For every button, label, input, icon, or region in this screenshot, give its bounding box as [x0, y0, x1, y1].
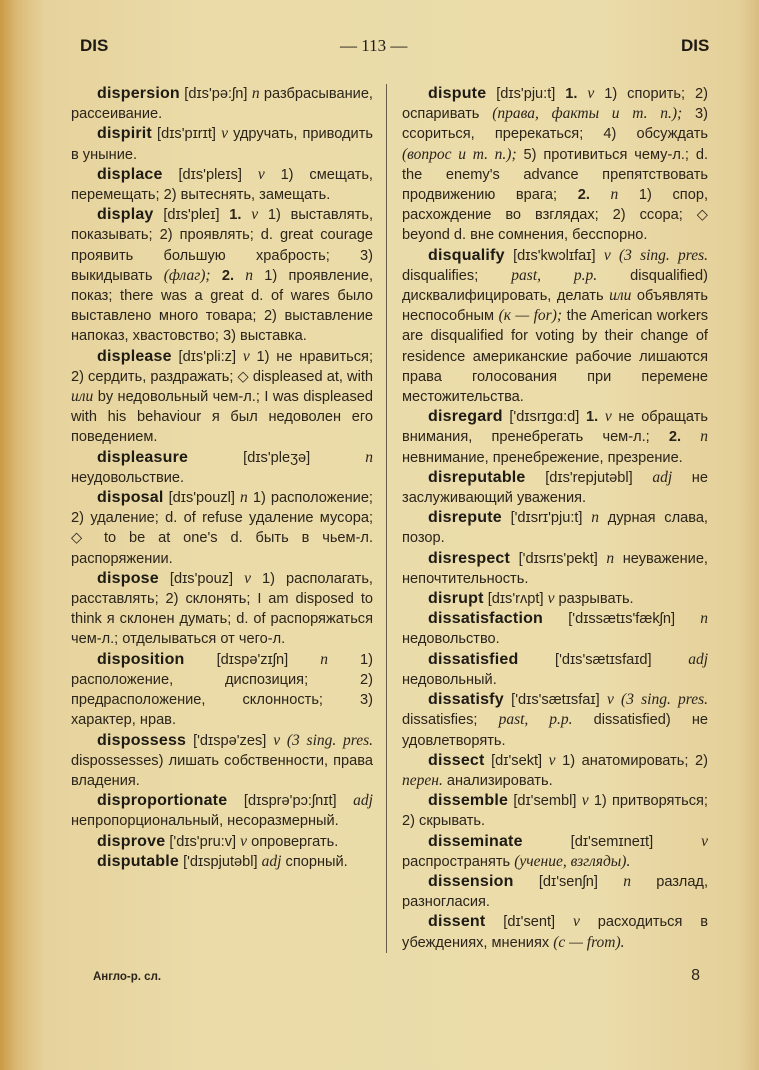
italic-label: (учение, взгляды).	[514, 852, 631, 870]
definition-text: ['dɪs'pru:v]	[169, 833, 241, 850]
italic-label: v	[251, 206, 259, 224]
definition-text: дурная слава, позор.	[402, 510, 708, 547]
definition-text: ['dɪspə'zes]	[193, 732, 274, 749]
definition-text: не заслуживающий уважения.	[402, 469, 708, 507]
definition-text: [dɪ'sembl]	[513, 793, 582, 810]
italic-label: n	[610, 186, 619, 204]
italic-label: или	[609, 287, 632, 305]
sense-number: 2.	[221, 267, 246, 284]
italic-label: past, p.p.	[498, 711, 573, 729]
dictionary-entry	[402, 549, 708, 589]
dictionary-entry	[71, 124, 373, 164]
italic-label: (к — for);	[498, 307, 563, 325]
running-head-right: DIS	[681, 36, 710, 55]
definition-text: ['dɪspjutəbl]	[183, 853, 262, 870]
definition-text: [dɪs'pleɪs]	[178, 166, 258, 183]
definition-text: 1) выставлять, показывать; 2) проявлять; d. great courage проявить большую храбрость; 3) выкидывать	[71, 207, 373, 284]
headword: dispirit	[97, 125, 152, 143]
definition-text: опровергать.	[247, 833, 339, 850]
definition-text: 3) ссориться, пререкаться; 4) обсуждать	[402, 106, 708, 143]
definition-text: the American workers are disqualified for voting by their change of residence американские рабочие лишаются права голосования при перемене местожительства.	[402, 308, 708, 406]
definition-text: [dɪs'repjutəbl]	[545, 469, 653, 486]
definition-text: [dɪs'pə:ʃn]	[184, 86, 252, 102]
definition-text: ['dɪs'sætɪsfaɪd]	[555, 651, 689, 668]
dictionary-entry	[402, 246, 708, 408]
dictionary-entry	[402, 407, 708, 468]
dictionary-entry	[402, 84, 708, 246]
italic-label: v	[240, 832, 248, 850]
italic-label: n	[240, 489, 248, 507]
definition-text: [dɪs'pju:t]	[496, 86, 566, 102]
definition-text: ['dɪssætɪs'fækʃn]	[568, 611, 701, 628]
headword: displease	[97, 347, 172, 365]
italic-label: v	[221, 125, 228, 143]
dictionary-entry	[71, 488, 373, 569]
italic-label: n	[365, 448, 373, 466]
definition-text: by недовольный чем-л.; I was displeased with his behaviour я был недоволен его поведением.	[71, 389, 373, 446]
italic-label: adj	[261, 852, 282, 870]
dictionary-entry	[71, 731, 373, 792]
headword: dispute	[428, 85, 487, 102]
headword: disprove	[97, 832, 166, 850]
definition-text: [dɪ'senʃn]	[538, 873, 624, 890]
sense-number: 2.	[577, 187, 611, 204]
definition-text: disqualifies;	[402, 267, 512, 284]
definition-text: расходиться в убеждениях, мнениях	[402, 914, 708, 951]
definition-text: ['dɪsrɪs'pekt]	[518, 550, 607, 567]
headword: disputable	[97, 852, 180, 870]
headword: dissatisfy	[428, 691, 504, 709]
footer-source: Англо-р. сл.	[93, 970, 162, 983]
italic-label: v	[547, 590, 555, 608]
headword: displeasure	[97, 448, 189, 466]
definition-text: объявлять неспособным	[402, 288, 708, 325]
definition-text: 1) притворяться; 2) скрывать.	[402, 793, 708, 830]
left-column	[71, 84, 386, 953]
headword: disseminate	[428, 832, 523, 850]
headword: disrespect	[428, 549, 511, 567]
headword: disreputable	[428, 468, 526, 486]
italic-label: adj	[688, 650, 708, 668]
definition-text: недовольство.	[402, 631, 500, 648]
headword: disregard	[428, 408, 503, 426]
headword: disproportionate	[97, 792, 228, 810]
definition-text: неудовольствие.	[71, 469, 185, 486]
italic-label: adj	[652, 468, 673, 486]
dictionary-entry	[71, 165, 373, 205]
headword: dispose	[97, 569, 159, 587]
dictionary-entry	[71, 791, 373, 831]
definition-text: спорный.	[281, 853, 348, 870]
italic-label: n	[245, 266, 254, 284]
italic-label: перен.	[402, 771, 443, 789]
headword: dissemble	[428, 792, 509, 810]
sense-number: 1.	[229, 207, 252, 224]
italic-label: v	[242, 347, 250, 365]
dictionary-entry	[402, 912, 708, 952]
italic-label: v	[604, 408, 612, 426]
definition-text: disqualified) дисквалифицировать, делать	[402, 267, 708, 305]
definition-text: удручать, приводить в уныние.	[71, 126, 373, 163]
italic-label: n	[591, 509, 599, 527]
italic-label: v (3 sing. pres.	[607, 691, 709, 709]
definition-text: непропорциональный, несоразмерный.	[71, 813, 339, 830]
definition-text: 1) расположение; 2) удаление; d. of refuse удаление мусора; ◇ to be at one's d. быть в чьем-л. распоряжении.	[71, 490, 373, 567]
signature-mark: 8	[691, 966, 700, 984]
headword: disrupt	[428, 590, 484, 608]
sense-number: 1.	[586, 409, 605, 426]
italic-label: v	[587, 85, 595, 102]
definition-text: ['dɪsrɪgɑ:d]	[509, 409, 586, 426]
italic-label: n	[700, 610, 708, 628]
definition-text: 1) смещать, перемещать; 2) вытеснять, замещать.	[71, 166, 373, 204]
italic-label: (вопрос и т. п.);	[402, 145, 517, 163]
definition-text: [dɪ'semɪneɪt]	[570, 833, 702, 850]
definition-text: анализировать.	[442, 772, 553, 789]
headword: dispersion	[97, 85, 180, 102]
headword: display	[97, 206, 154, 224]
italic-label: v	[701, 832, 708, 850]
italic-label: past, p.p.	[511, 266, 598, 284]
sense-number: 2.	[668, 429, 701, 446]
italic-label: v	[548, 751, 556, 769]
definition-text: разрывать.	[554, 591, 634, 608]
dictionary-entry	[402, 508, 708, 548]
definition-text: 1) не нравиться; 2) сердить, раздражать; ◇ displeased at, with	[71, 348, 373, 385]
dictionary-entry	[71, 832, 373, 852]
dictionary-entry	[402, 609, 708, 649]
dictionary-entry	[71, 205, 373, 346]
definition-text: распространять	[402, 853, 515, 870]
running-head-left: DIS	[80, 36, 109, 55]
definition-text: недовольный.	[402, 671, 497, 688]
definition-text: [dɪs'pouzl]	[168, 490, 241, 507]
italic-label: n	[623, 872, 631, 890]
page-body	[71, 84, 708, 985]
definition-text: невнимание, пренебрежение, презрение.	[402, 449, 683, 466]
italic-label: или	[71, 388, 94, 406]
italic-label: (флаг);	[163, 266, 211, 284]
footer	[71, 967, 708, 985]
definition-text: dissatisfies;	[402, 712, 499, 729]
italic-label: v (3 sing. pres.	[273, 731, 374, 749]
definition-text: [dɪs'pli:z]	[178, 348, 243, 365]
dictionary-entry	[402, 751, 708, 791]
italic-label: v	[572, 913, 580, 931]
dictionary-entry	[71, 650, 373, 731]
headword: disposition	[97, 650, 185, 668]
italic-label: v	[257, 165, 265, 183]
definition-text: не обращать внимания, пренебрегать чем-л.;	[402, 409, 708, 446]
headword: dissension	[428, 872, 514, 890]
dictionary-entry	[71, 448, 373, 488]
definition-text: 1) анатомировать; 2)	[555, 752, 708, 769]
definition-text: 1) спор, расхождение во взглядах; 2) ссора; ◇ beyond d. вне сомнения, бесспорно.	[402, 187, 708, 244]
definition-text: разлад, разногласия.	[402, 873, 709, 911]
dictionary-entry	[71, 347, 373, 448]
definition-text: неуважение, непочтительность.	[402, 550, 708, 587]
page-number: — 113 —	[340, 36, 408, 55]
definition-text: [dɪspə'zɪʃn]	[216, 651, 321, 668]
dictionary-entry	[71, 84, 373, 124]
definition-text: [dɪsprə'pɔ:ʃnɪt]	[243, 793, 354, 810]
dictionary-entry	[402, 832, 708, 872]
italic-label: adj	[353, 792, 373, 810]
headword: disqualify	[428, 246, 505, 264]
dictionary-entry	[71, 569, 373, 650]
dictionary-entry	[71, 852, 373, 872]
italic-label: n	[251, 85, 260, 102]
definition-text: [dɪ'sekt]	[491, 752, 549, 769]
dictionary-entry	[402, 468, 708, 508]
definition-text: dispossesses) лишать собственности, права владения.	[71, 752, 373, 789]
italic-label: n	[700, 428, 708, 446]
definition-text: 1) располагать, расставлять; 2) склонять; I am disposed to think я склонен думать; d. of распоряжаться чем-л.; отделываться от чего-л.	[71, 570, 373, 648]
columns	[71, 84, 708, 953]
italic-label: n	[606, 549, 615, 567]
definition-text: 1) расположение, диспозиция; 2) предрасположение, склонность; 3) характер, нрав.	[71, 651, 373, 729]
definition-text: dissatisfied) не удовлетворять.	[402, 712, 709, 749]
right-column	[386, 84, 708, 953]
definition-text: [dɪs'pouz]	[169, 570, 245, 587]
definition-text: [dɪs'kwɔlɪfaɪ]	[513, 247, 604, 264]
definition-text: 5) противиться чему-л.; d. the enemy's advance препятствовать продвижению врага;	[402, 146, 708, 204]
definition-text: 1) проявление, показ; there was a great d. of wares было выставлено много товара; 2) выставление напоказ, хвастовство; 3) выставка.	[71, 267, 373, 345]
definition-text	[211, 268, 222, 284]
italic-label: (с — from).	[553, 933, 625, 951]
headword: displace	[97, 165, 163, 183]
dictionary-entry	[402, 589, 708, 609]
dictionary-entry	[402, 650, 708, 690]
headword: dissect	[428, 751, 485, 769]
definition-text: [dɪs'pleʒə]	[243, 449, 366, 466]
dictionary-entry	[402, 791, 708, 831]
headword: dissent	[428, 913, 486, 931]
headword: dissatisfied	[428, 650, 519, 668]
headword: dissatisfaction	[428, 610, 544, 628]
definition-text: [dɪ'sent]	[503, 914, 573, 931]
definition-text: ['dɪsrɪ'pju:t]	[510, 510, 592, 527]
definition-text: ['dɪs'sætɪsfaɪ]	[511, 692, 607, 709]
dictionary-entry	[402, 690, 708, 751]
dictionary-entry	[402, 872, 708, 912]
sense-number: 1.	[565, 86, 588, 102]
italic-label: v	[244, 569, 251, 587]
headword: disrepute	[428, 509, 502, 527]
italic-label: n	[320, 650, 328, 668]
italic-label: v (3 sing. pres.	[603, 246, 709, 264]
headword: disposal	[97, 489, 164, 507]
definition-text: [dɪs'pɪrɪt]	[157, 126, 222, 143]
definition-text: [dɪs'pleɪ]	[163, 207, 230, 224]
definition-text: 1) спорить; 2) оспаривать	[402, 86, 708, 123]
headword: dispossess	[97, 731, 187, 749]
definition-text: [dɪs'rʌpt]	[487, 591, 548, 608]
italic-label: (права, факты и т. п.);	[492, 105, 683, 123]
italic-label: v	[581, 792, 589, 810]
definition-text: разбрасывание, рассеивание.	[71, 86, 373, 123]
